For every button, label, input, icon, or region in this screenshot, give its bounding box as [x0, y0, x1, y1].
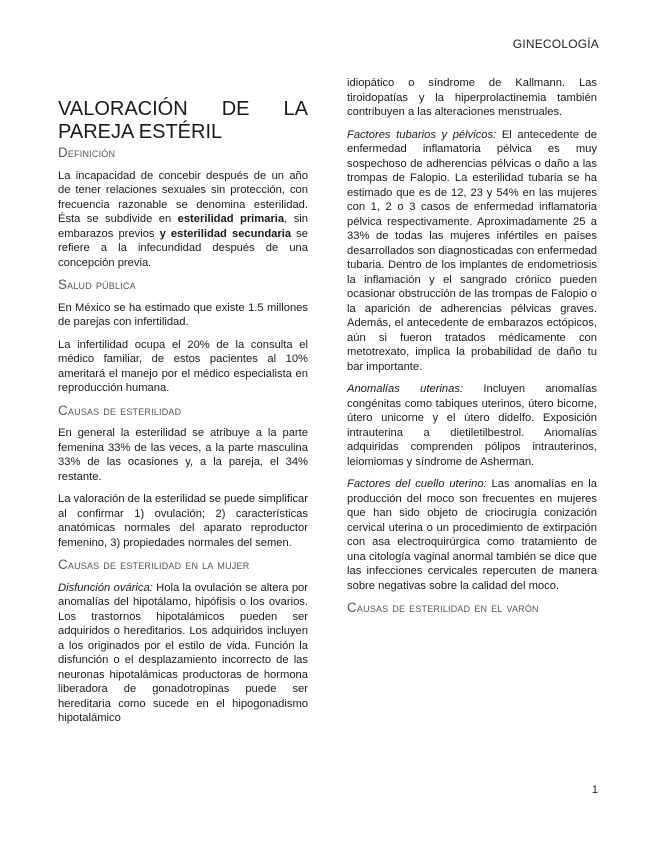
heading-causas-esterilidad: Causas de esterilidad	[58, 402, 182, 418]
title-line-1: VALORACIÓN DE LA	[58, 98, 308, 120]
causas-paragraph-2: La valoración de la esterilidad se puede simplificar al confirmar 1) ovulación; 2) características anatómicas normales del aparato reproductor femenino, 3) propiedades normales del semen.	[58, 493, 308, 549]
disfuncion-ovarica-paragraph: Disfunción ovárica: Hola la ovulación se altera por anomalías del hipotálamo, hipófisis o los ovarios. Los trastornos hipotalámicos pueden ser adquiridos o hereditarios. Los adquiridos incluyen a los originados por el estilo de vida. Función la disfunción o el desplazamiento incorrecto de las neuronas hipotalámicas productoras de hormona liberadora de gonadotropinas puede ser hereditaria como sucede en el hipogonadismo hipotalámico	[58, 581, 309, 724]
continuation-paragraph: idiopático o síndrome de Kallmann. Las tiroidopatías y la hiperprolactinemia también contribuyen a las alteraciones menstruales.	[347, 77, 597, 118]
title-line-2: PAREJA ESTÉRIL	[58, 121, 223, 143]
factores-cuello-paragraph: Factores del cuello uterino: Las anomalías en la producción del moco son frecuentes en mujeres que han sido objeto de criocirugía conización cervical uterina o un procedimiento de extirpación con asa electroquirúrgica como tratamiento de una citología vaginal anormal también se dice que las infecciones cervicales repercuten de manera sobre negativas sobre la calidad del moco.	[347, 478, 597, 592]
page-number: 1	[591, 784, 598, 796]
salud-paragraph-2: La infertilidad ocupa el 20% de la consulta el médico familiar, de estos pacientes al 10% ameritará el manejo por el médico especialista en reproducción humana.	[58, 338, 308, 394]
definicion-paragraph: La incapacidad de concebir después de un año de tener relaciones sexuales sin protección, con frecuencia razonable se denomina esterilidad. Ésta se subdivide en esterilidad primaria, sin embarazos previos y esterilidad secundaria se refiere a la infecundidad después de una concepción previa.	[58, 169, 308, 269]
factores-tubarios-paragraph: Factores tubarios y pélvicos: El antecedente de enfermedad inflamatoria pélvica es muy sospechoso de adherencias pélvicas o daño a las trompas de Falopio. La esterilidad tubaria se ha estimado que es de 12, 23 y 54% en las mujeres con 1, 2 o 3 casos de enfermedad inflamatoria pélvica respectivamente. Aproximadamente 25 a 33% de todas las mujeres infértiles en países desarrollados son diagnosticadas con enfermedad tubaria. Dentro de los implantes de endometriosis la inflamación y el sangrado crónico pueden ocasionar obstrucción de las trompas de Falopio o la aparición de adherencias pélvicas graves. Además, el antecedente de embarazos ectópicos, aún si fueron tratados médicamente con metotrexato, implica la probabilidad de daño tu bar importante.	[347, 128, 598, 373]
anomalias-uterinas-paragraph: Anomalías uterinas: Incluyen anomalías congénitas como tabiques uterinos, útero bicorne, útero unicorne y el útero didelfo. Exposición intrauterina a dietiletilbestrol. Anomalías adquiridas comprenden pólipos intrauterinos, leiomiomas y síndrome de Asherman.	[347, 383, 597, 468]
causas-paragraph-1: En general la esterilidad se atribuye a la parte femenina 33% de las veces, a la parte masculina 33% de las ocasiones y, a la pareja, el 34% restante.	[58, 427, 308, 483]
left-column	[58, 76, 308, 734]
heading-causas-varon: Causas de esterilidad en el varón	[347, 600, 539, 615]
salud-paragraph-1: En México se ha estimado que existe 1.5 millones de parejas con infertilidad.	[58, 301, 308, 328]
page-title	[58, 98, 308, 144]
heading-salud-publica: Salud pública	[58, 277, 136, 292]
right-column	[347, 76, 597, 624]
running-header: GINECOLOGÍA	[512, 37, 599, 51]
heading-definicion: Definición	[58, 145, 116, 160]
heading-causas-mujer: Causas de esterilidad en la mujer	[58, 557, 250, 572]
